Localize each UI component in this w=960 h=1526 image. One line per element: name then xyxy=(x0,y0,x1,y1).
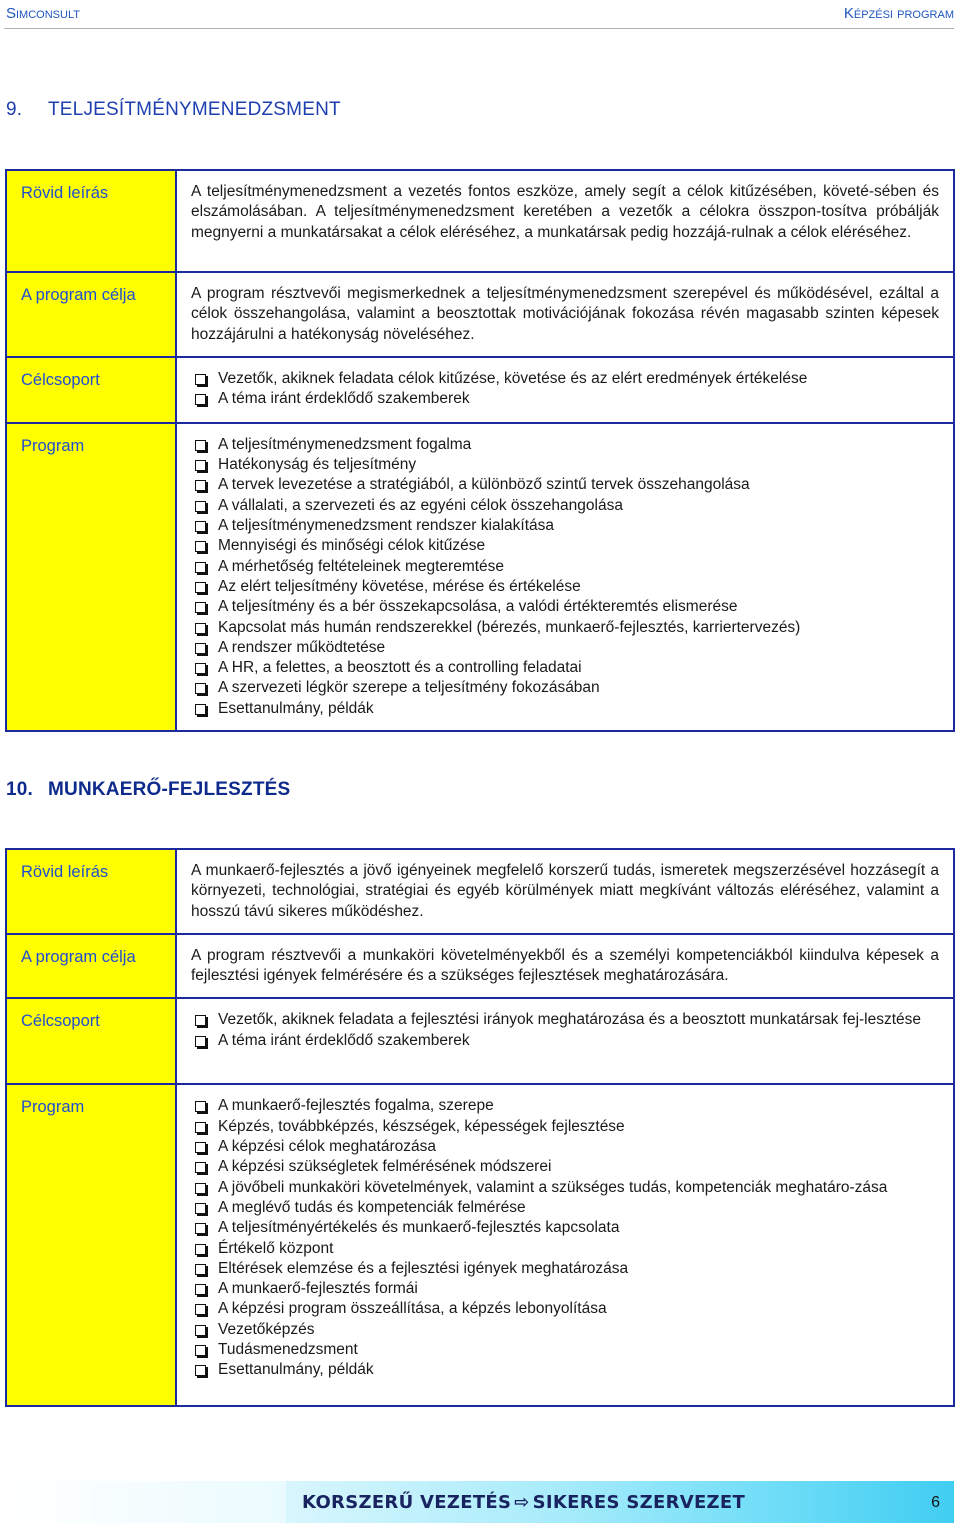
checkbox-bullet-icon xyxy=(195,1325,206,1336)
section-number: 10. xyxy=(6,779,34,800)
checkbox-bullet-icon xyxy=(195,1264,206,1275)
program-list xyxy=(191,435,939,719)
list-item: A munkaerő-fejlesztés fogalma, szerepe xyxy=(191,1096,939,1116)
program-goal-text: A program résztvevői megismerkednek a teljesítménymenedzsment szerepével és működésével, ezáltal a célok összehangolása, valamint a beosztottak motivációjának fokozása révén magasabb szinten képesek hozzájárulni a hatékonyság növeléséhez. xyxy=(191,285,939,343)
row-label: A program célja xyxy=(6,272,176,357)
checkbox-bullet-icon xyxy=(195,1223,206,1234)
row-value xyxy=(176,357,954,423)
list-item: Tudásmenedzsment xyxy=(191,1340,939,1360)
list-item: A képzési szükségletek felmérésének módszerei xyxy=(191,1157,939,1177)
slogan-right: SIKERES SZERVEZET xyxy=(532,1492,746,1513)
checkbox-bullet-icon xyxy=(195,1203,206,1214)
section-heading: TELJESÍTMÉNYMENEDZSMENT xyxy=(48,99,341,120)
checkbox-bullet-icon xyxy=(195,582,206,593)
checkbox-bullet-icon xyxy=(195,623,206,634)
page-number: 6 xyxy=(931,1494,940,1511)
list-item: A rendszer működtetése xyxy=(191,638,939,658)
row-value xyxy=(176,170,954,272)
section-heading: MUNKAERŐ-FEJLESZTÉS xyxy=(48,779,291,800)
checkbox-bullet-icon xyxy=(195,1101,206,1112)
list-item: A HR, a felettes, a beosztott és a controlling feladatai xyxy=(191,658,939,678)
checkbox-bullet-icon xyxy=(195,1015,206,1026)
list-item: A meglévő tudás és kompetenciák felmérése xyxy=(191,1198,939,1218)
checkbox-bullet-icon xyxy=(195,1122,206,1133)
checkbox-bullet-icon xyxy=(195,683,206,694)
checkbox-bullet-icon xyxy=(195,541,206,552)
list-item: A teljesítménymenedzsment rendszer kialakítása xyxy=(191,516,939,536)
row-value xyxy=(176,423,954,731)
program-list xyxy=(191,1096,939,1380)
row-value xyxy=(176,849,954,934)
list-item: A szervezeti légkör szerepe a teljesítmény fokozásában xyxy=(191,678,939,698)
checkbox-bullet-icon xyxy=(195,1304,206,1315)
header-doc-title: Képzési program xyxy=(843,5,954,22)
row-label: Rövid leírás xyxy=(6,170,176,272)
list-item: A mérhetőség feltételeinek megteremtése xyxy=(191,557,939,577)
row-label: Program xyxy=(6,423,176,731)
list-item: A képzési célok meghatározása xyxy=(191,1137,939,1157)
list-item: Esettanulmány, példák xyxy=(191,1360,939,1380)
list-item: A teljesítményértékelés és munkaerő-fejlesztés kapcsolata xyxy=(191,1218,939,1238)
row-value xyxy=(176,934,954,999)
checkbox-bullet-icon xyxy=(195,1365,206,1376)
row-short-description xyxy=(6,849,954,934)
checkbox-bullet-icon xyxy=(195,1162,206,1173)
section-number: 9. xyxy=(6,99,23,120)
checkbox-bullet-icon xyxy=(195,643,206,654)
list-item: Esettanulmány, példák xyxy=(191,699,939,719)
list-item: Eltérések elemzése és a fejlesztési igények meghatározása xyxy=(191,1259,939,1279)
footer-slogan xyxy=(302,1492,745,1513)
checkbox-bullet-icon xyxy=(195,562,206,573)
list-item: Hatékonyság és teljesítmény xyxy=(191,455,939,475)
row-value xyxy=(176,998,954,1084)
list-item: A vállalati, a szervezeti és az egyéni célok összehangolása xyxy=(191,496,939,516)
checkbox-bullet-icon xyxy=(195,480,206,491)
list-item: Értékelő központ xyxy=(191,1239,939,1259)
row-value xyxy=(176,272,954,357)
row-label: Program xyxy=(6,1084,176,1406)
row-program xyxy=(6,423,954,731)
checkbox-bullet-icon xyxy=(195,501,206,512)
slogan-left: KORSZERŰ VEZETÉS xyxy=(302,1492,512,1513)
checkbox-bullet-icon xyxy=(195,460,206,471)
list-item: Vezetőképzés xyxy=(191,1320,939,1340)
checkbox-bullet-icon xyxy=(195,521,206,532)
checkbox-bullet-icon xyxy=(195,1284,206,1295)
checkbox-bullet-icon xyxy=(195,1345,206,1356)
list-item: Vezetők, akiknek feladata célok kitűzése, követése és az elért eredmények értékelése xyxy=(191,369,939,389)
checkbox-bullet-icon xyxy=(195,602,206,613)
checkbox-bullet-icon xyxy=(195,663,206,674)
checkbox-bullet-icon xyxy=(195,1036,206,1047)
program-table xyxy=(5,848,955,1407)
list-item: Mennyiségi és minőségi célok kitűzése xyxy=(191,536,939,556)
list-item: A teljesítménymenedzsment fogalma xyxy=(191,435,939,455)
checkbox-bullet-icon xyxy=(195,1142,206,1153)
section-title xyxy=(6,99,341,121)
section-title xyxy=(6,779,290,801)
program-table xyxy=(5,169,955,732)
header-company: Simconsult xyxy=(6,5,80,22)
checkbox-bullet-icon xyxy=(195,394,206,405)
checkbox-bullet-icon xyxy=(195,1244,206,1255)
list-item: Képzés, továbbképzés, készségek, képességek fejlesztése xyxy=(191,1117,939,1137)
list-item: A munkaerő-fejlesztés formái xyxy=(191,1279,939,1299)
row-program-goal xyxy=(6,272,954,357)
row-label: A program célja xyxy=(6,934,176,999)
row-value xyxy=(176,1084,954,1406)
page-header xyxy=(4,0,954,29)
arrow-right-icon: ⇨ xyxy=(514,1492,530,1513)
list-item: A téma iránt érdeklődő szakemberek xyxy=(191,389,939,409)
list-item: Az elért teljesítmény követése, mérése és értékelése xyxy=(191,577,939,597)
list-item: A téma iránt érdeklődő szakemberek xyxy=(191,1031,939,1051)
row-target-group xyxy=(6,357,954,423)
footer-fade xyxy=(8,1481,286,1523)
list-item: A képzési program összeállítása, a képzés lebonyolítása xyxy=(191,1299,939,1319)
checkbox-bullet-icon xyxy=(195,1183,206,1194)
checkbox-bullet-icon xyxy=(195,440,206,451)
target-group-list xyxy=(191,369,939,410)
row-label: Célcsoport xyxy=(6,998,176,1084)
target-group-list xyxy=(191,1010,939,1051)
short-description-text: A teljesítménymenedzsment a vezetés fontos eszköze, amely segít a célok kitűzésében, követé-sében és elszámolásában. A teljesítménymenedzsment keretében a vezetők a célokra összpon-tosítva próbálják megnyerni a munkatársakat a célok eléréséhez, a munkatársak pedig hozzájá-rulnak a célok eléréséhez. xyxy=(191,183,939,241)
list-item: Kapcsolat más humán rendszerekkel (bérezés, munkaerő-fejlesztés, karriertervezés) xyxy=(191,618,939,638)
checkbox-bullet-icon xyxy=(195,374,206,385)
page-footer xyxy=(286,1481,954,1523)
row-program xyxy=(6,1084,954,1406)
row-target-group xyxy=(6,998,954,1084)
row-program-goal xyxy=(6,934,954,999)
row-short-description xyxy=(6,170,954,272)
checkbox-bullet-icon xyxy=(195,704,206,715)
program-goal-text: A program résztvevői a munkaköri követelményekből és a személyi kompetenciákból kiindulva képesek a fejlesztési igények felmérésére és a szükséges fejlesztések meghatározására. xyxy=(191,946,939,985)
list-item: A tervek levezetése a stratégiából, a különböző szintű tervek összehangolása xyxy=(191,475,939,495)
list-item: A jövőbeli munkaköri követelmények, valamint a szükséges tudás, kompetenciák meghatáro-zása xyxy=(191,1178,939,1198)
list-item: Vezetők, akiknek feladata a fejlesztési irányok meghatározása és a beosztott munkatársak fej-lesztése xyxy=(191,1010,939,1030)
list-item: A teljesítmény és a bér összekapcsolása, a valódi értékteremtés elismerése xyxy=(191,597,939,617)
short-description-text: A munkaerő-fejlesztés a jövő igényeinek megfelelő korszerű tudás, ismeretek megszerzésével hozzásegít a környezeti, technológiai, stratégiai és egyéb körülmények miatt megkívánt változás eléréséhez, valamint a hosszú távú sikeres működéshez. xyxy=(191,862,939,920)
row-label: Célcsoport xyxy=(6,357,176,423)
row-label: Rövid leírás xyxy=(6,849,176,934)
